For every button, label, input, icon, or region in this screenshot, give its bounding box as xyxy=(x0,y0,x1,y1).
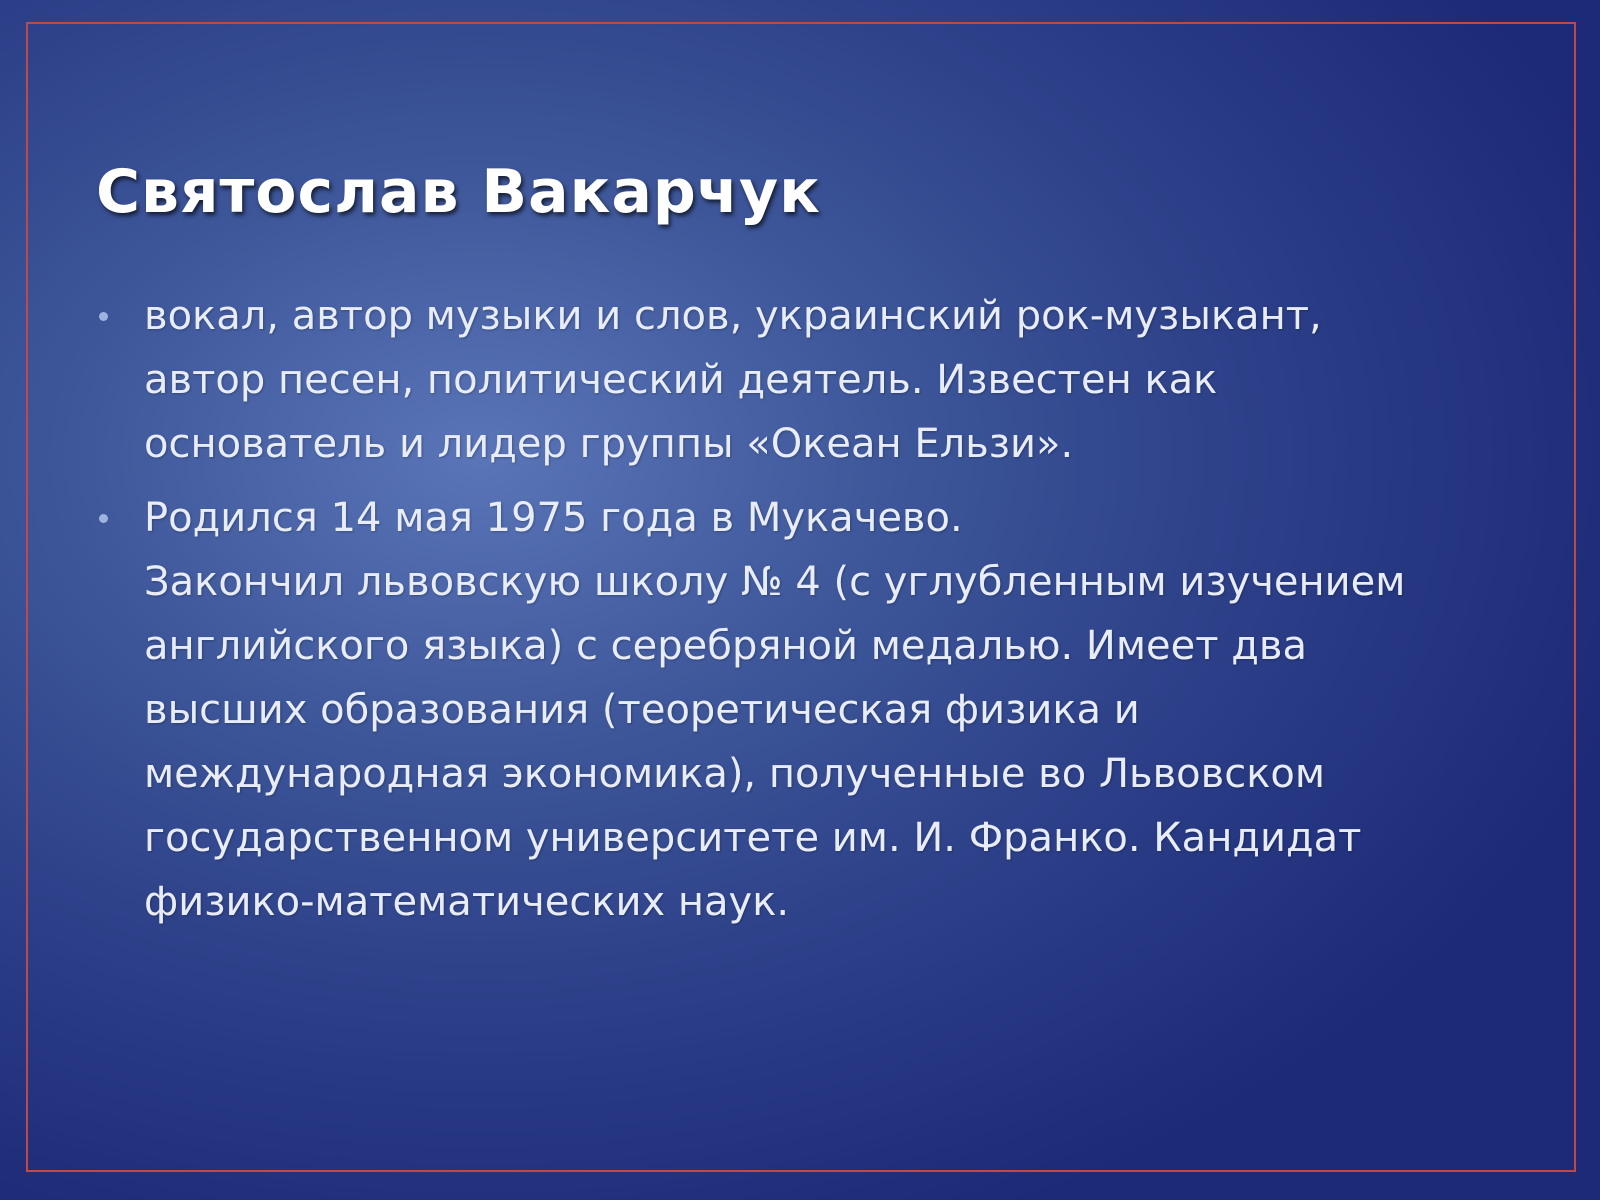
bullet-list xyxy=(96,284,1506,944)
bullet-item xyxy=(96,486,1506,934)
bullet-text-line: физико-математических наук. xyxy=(144,879,790,925)
bullet-text-line: высших образования (теоретическая физика и xyxy=(144,687,1140,733)
bullet-text-line: автор песен, политический деятель. Известен как xyxy=(144,357,1218,403)
bullet-dot-icon xyxy=(99,312,108,321)
slide-title: Святослав Вакарчук xyxy=(96,157,821,227)
bullet-text-line: английского языка) с серебряной медалью. Имеет два xyxy=(144,623,1308,669)
bullet-item xyxy=(96,284,1506,476)
bullet-text-line: Закончил львовскую школу № 4 (с углубленным изучением xyxy=(144,559,1406,605)
bullet-text-line: государственном университете им. И. Франко. Кандидат xyxy=(144,815,1362,861)
bullet-text-line: основатель и лидер группы «Океан Ельзи». xyxy=(144,421,1074,467)
bullet-text-line: вокал, автор музыки и слов, украинский рок-музыкант, xyxy=(144,293,1322,339)
bullet-text-line: международная экономика), полученные во Львовском xyxy=(144,751,1326,797)
bullet-dot-icon xyxy=(99,514,108,523)
bullet-text-line: Родился 14 мая 1975 года в Мукачево. xyxy=(144,495,963,541)
